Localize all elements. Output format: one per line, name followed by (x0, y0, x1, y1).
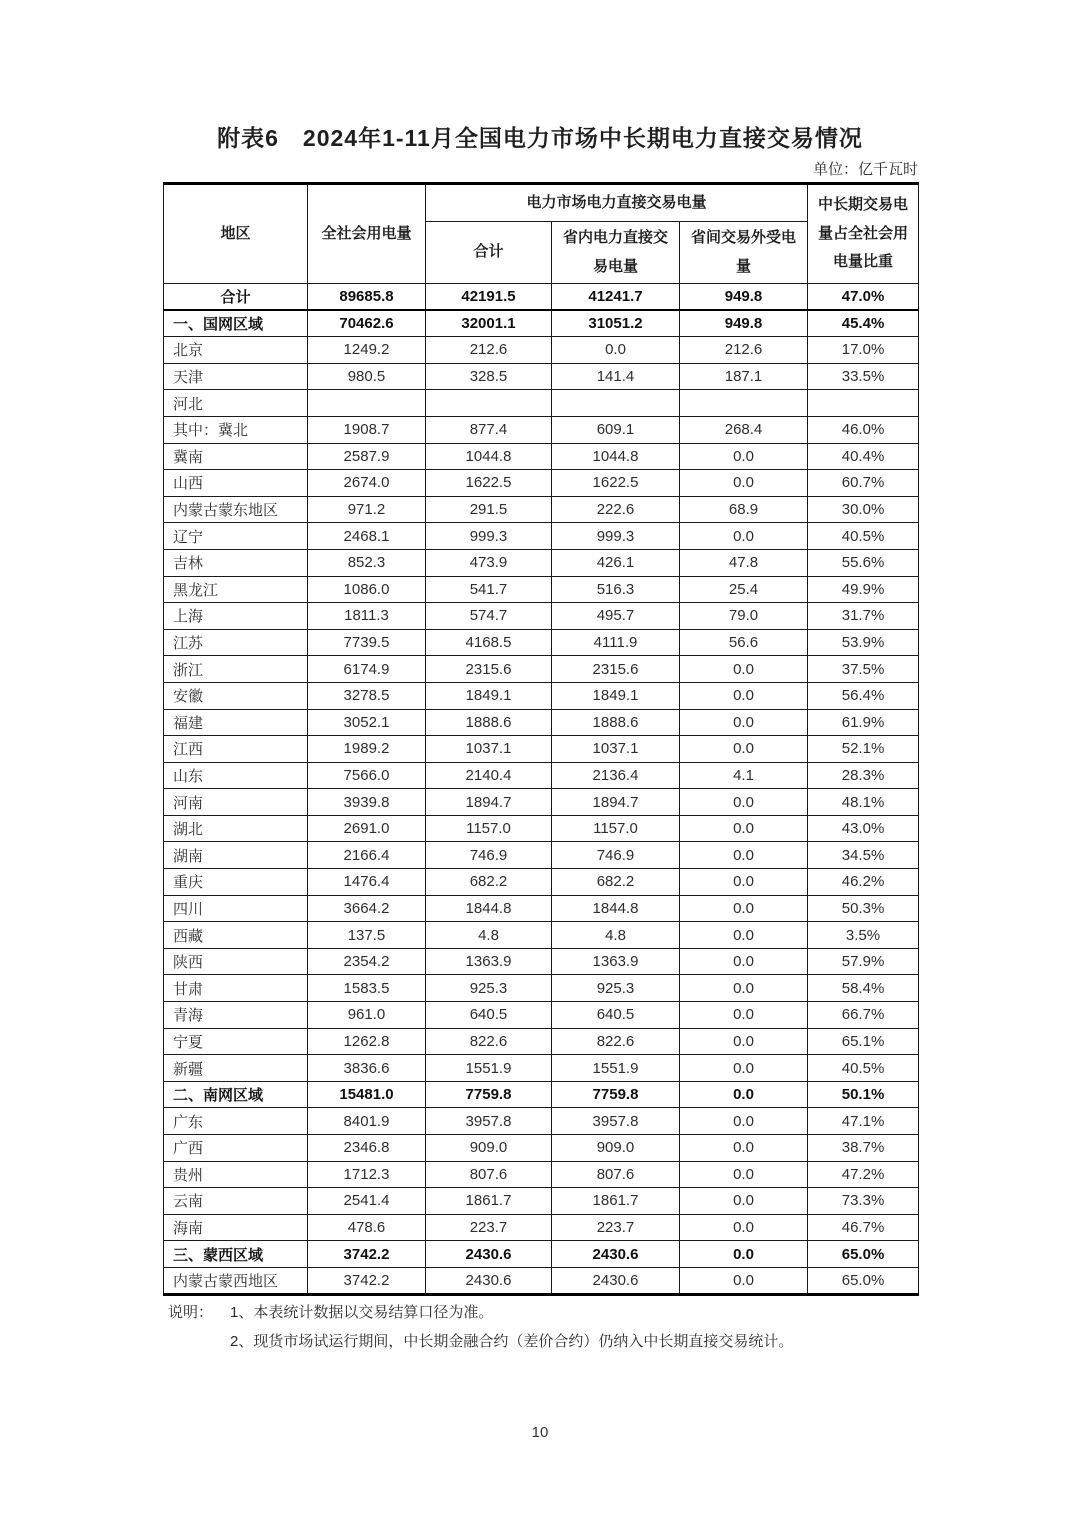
intra-province-cell: 0.0 (552, 337, 680, 364)
trade-subtotal-cell (426, 390, 552, 417)
inter-province-cell: 0.0 (680, 736, 808, 763)
intra-province-cell: 1849.1 (552, 682, 680, 709)
total-consumption-cell: 2468.1 (308, 523, 426, 550)
table-row (164, 736, 919, 763)
inter-province-cell: 68.9 (680, 496, 808, 523)
total-consumption-cell: 3742.2 (308, 1241, 426, 1268)
trade-subtotal-cell: 1849.1 (426, 682, 552, 709)
trade-subtotal-cell: 640.5 (426, 1002, 552, 1029)
inter-province-cell: 268.4 (680, 416, 808, 443)
total-consumption-cell: 8401.9 (308, 1108, 426, 1135)
table-row (164, 629, 919, 656)
header-market-group: 电力市场电力直接交易电量 (426, 184, 808, 222)
inter-province-cell: 0.0 (680, 895, 808, 922)
trade-subtotal-cell: 574.7 (426, 603, 552, 630)
table-row (164, 656, 919, 683)
total-consumption-cell: 137.5 (308, 922, 426, 949)
ratio-cell: 40.5% (808, 523, 919, 550)
region-cell: 其中：冀北 (164, 416, 308, 443)
inter-province-cell: 4.1 (680, 762, 808, 789)
intra-province-cell: 909.0 (552, 1135, 680, 1162)
region-cell: 北京 (164, 337, 308, 364)
intra-province-cell: 31051.2 (552, 310, 680, 337)
total-consumption-cell: 6174.9 (308, 656, 426, 683)
table-row (164, 1214, 919, 1241)
total-consumption-cell: 2587.9 (308, 443, 426, 470)
ratio-cell: 50.1% (808, 1081, 919, 1108)
trade-subtotal-cell: 1888.6 (426, 709, 552, 736)
total-consumption-cell: 2354.2 (308, 948, 426, 975)
ratio-cell: 45.4% (808, 310, 919, 337)
trade-subtotal-cell: 7759.8 (426, 1081, 552, 1108)
ratio-cell: 38.7% (808, 1135, 919, 1162)
inter-province-cell: 187.1 (680, 363, 808, 390)
table-row (164, 443, 919, 470)
header-row-group (164, 184, 919, 222)
trade-subtotal-cell: 746.9 (426, 842, 552, 869)
header-region: 地区 (164, 184, 308, 284)
region-cell: 黑龙江 (164, 576, 308, 603)
notes-items (230, 1298, 948, 1356)
trade-subtotal-cell: 328.5 (426, 363, 552, 390)
table-row (164, 416, 919, 443)
table-row (164, 284, 919, 311)
intra-province-cell: 2430.6 (552, 1267, 680, 1294)
ratio-cell: 28.3% (808, 762, 919, 789)
ratio-cell: 33.5% (808, 363, 919, 390)
intra-province-cell: 609.1 (552, 416, 680, 443)
intra-province-cell: 822.6 (552, 1028, 680, 1055)
ratio-cell: 65.0% (808, 1241, 919, 1268)
intra-province-cell: 495.7 (552, 603, 680, 630)
inter-province-cell: 0.0 (680, 709, 808, 736)
table-row (164, 496, 919, 523)
region-cell: 天津 (164, 363, 308, 390)
inter-province-cell: 949.8 (680, 310, 808, 337)
inter-province-cell: 0.0 (680, 1188, 808, 1215)
ratio-cell: 60.7% (808, 470, 919, 497)
total-consumption-cell: 3939.8 (308, 789, 426, 816)
inter-province-cell: 0.0 (680, 443, 808, 470)
intra-province-cell: 1044.8 (552, 443, 680, 470)
ratio-cell: 65.1% (808, 1028, 919, 1055)
header-total-consumption: 全社会用电量 (308, 184, 426, 284)
trade-subtotal-cell: 2430.6 (426, 1267, 552, 1294)
inter-province-cell: 949.8 (680, 284, 808, 311)
table-row (164, 549, 919, 576)
ratio-cell: 50.3% (808, 895, 919, 922)
intra-province-cell: 2315.6 (552, 656, 680, 683)
table-row (164, 762, 919, 789)
trade-subtotal-cell: 473.9 (426, 549, 552, 576)
table-row (164, 1002, 919, 1029)
intra-province-cell: 1363.9 (552, 948, 680, 975)
table-row (164, 895, 919, 922)
region-cell: 内蒙古蒙西地区 (164, 1267, 308, 1294)
ratio-cell (808, 390, 919, 417)
total-consumption-cell: 7566.0 (308, 762, 426, 789)
total-consumption-cell: 1908.7 (308, 416, 426, 443)
trade-subtotal-cell: 32001.1 (426, 310, 552, 337)
inter-province-cell: 47.8 (680, 549, 808, 576)
ratio-cell: 52.1% (808, 736, 919, 763)
ratio-cell: 31.7% (808, 603, 919, 630)
region-cell: 广东 (164, 1108, 308, 1135)
ratio-cell: 47.2% (808, 1161, 919, 1188)
inter-province-cell: 0.0 (680, 1135, 808, 1162)
inter-province-cell: 0.0 (680, 1161, 808, 1188)
table-row (164, 709, 919, 736)
ratio-cell: 34.5% (808, 842, 919, 869)
notes-label: 说明： (168, 1304, 214, 1321)
inter-province-cell: 0.0 (680, 1002, 808, 1029)
total-consumption-cell: 852.3 (308, 549, 426, 576)
power-trading-table (163, 182, 919, 1296)
region-cell: 云南 (164, 1188, 308, 1215)
total-consumption-cell: 89685.8 (308, 284, 426, 311)
intra-province-cell: 1551.9 (552, 1055, 680, 1082)
inter-province-cell (680, 390, 808, 417)
trade-subtotal-cell: 807.6 (426, 1161, 552, 1188)
total-consumption-cell: 1712.3 (308, 1161, 426, 1188)
total-consumption-cell: 1086.0 (308, 576, 426, 603)
ratio-cell: 56.4% (808, 682, 919, 709)
page-title: 附表6 2024年1-11月全国电力市场中长期电力直接交易情况 (217, 125, 863, 151)
ratio-cell: 49.9% (808, 576, 919, 603)
table-row (164, 789, 919, 816)
total-consumption-cell: 1249.2 (308, 337, 426, 364)
total-consumption-cell: 478.6 (308, 1214, 426, 1241)
header-subtotal: 合计 (426, 222, 552, 284)
intra-province-cell: 2136.4 (552, 762, 680, 789)
region-cell: 河北 (164, 390, 308, 417)
region-cell: 江西 (164, 736, 308, 763)
region-cell: 重庆 (164, 869, 308, 896)
table-row (164, 310, 919, 337)
ratio-cell: 61.9% (808, 709, 919, 736)
inter-province-cell: 0.0 (680, 1081, 808, 1108)
note-item-2: 2、现货市场试运行期间，中长期金融合约（差价合约）仍纳入中长期直接交易统计。 (230, 1333, 794, 1350)
total-consumption-cell: 1989.2 (308, 736, 426, 763)
notes-block (168, 1298, 948, 1356)
ratio-cell: 46.7% (808, 1214, 919, 1241)
total-consumption-cell: 15481.0 (308, 1081, 426, 1108)
inter-province-cell: 0.0 (680, 1241, 808, 1268)
intra-province-cell: 1888.6 (552, 709, 680, 736)
total-consumption-cell (308, 390, 426, 417)
inter-province-cell: 0.0 (680, 1055, 808, 1082)
inter-province-cell: 25.4 (680, 576, 808, 603)
region-cell: 安徽 (164, 682, 308, 709)
page-number: 10 (531, 1424, 549, 1441)
table-row (164, 869, 919, 896)
trade-subtotal-cell: 682.2 (426, 869, 552, 896)
ratio-cell: 55.6% (808, 549, 919, 576)
intra-province-cell: 4.8 (552, 922, 680, 949)
region-cell: 青海 (164, 1002, 308, 1029)
trade-subtotal-cell: 877.4 (426, 416, 552, 443)
trade-subtotal-cell: 223.7 (426, 1214, 552, 1241)
ratio-cell: 43.0% (808, 815, 919, 842)
total-consumption-cell: 3836.6 (308, 1055, 426, 1082)
ratio-cell: 57.9% (808, 948, 919, 975)
inter-province-cell: 0.0 (680, 842, 808, 869)
intra-province-cell: 7759.8 (552, 1081, 680, 1108)
intra-province-cell: 682.2 (552, 869, 680, 896)
ratio-cell: 53.9% (808, 629, 919, 656)
region-cell: 宁夏 (164, 1028, 308, 1055)
trade-subtotal-cell: 909.0 (426, 1135, 552, 1162)
intra-province-cell: 2430.6 (552, 1241, 680, 1268)
trade-subtotal-cell: 1044.8 (426, 443, 552, 470)
table-row (164, 337, 919, 364)
total-consumption-cell: 961.0 (308, 1002, 426, 1029)
trade-subtotal-cell: 1622.5 (426, 470, 552, 497)
region-cell: 江苏 (164, 629, 308, 656)
trade-subtotal-cell: 4.8 (426, 922, 552, 949)
region-cell: 贵州 (164, 1161, 308, 1188)
trade-subtotal-cell: 1861.7 (426, 1188, 552, 1215)
region-cell: 湖北 (164, 815, 308, 842)
ratio-cell: 48.1% (808, 789, 919, 816)
trade-subtotal-cell: 1037.1 (426, 736, 552, 763)
intra-province-cell: 3957.8 (552, 1108, 680, 1135)
trade-subtotal-cell: 925.3 (426, 975, 552, 1002)
region-cell: 上海 (164, 603, 308, 630)
region-cell: 陕西 (164, 948, 308, 975)
total-consumption-cell: 1583.5 (308, 975, 426, 1002)
unit-label: 单位：亿千瓦时 (812, 161, 918, 178)
intra-province-cell: 807.6 (552, 1161, 680, 1188)
inter-province-cell: 0.0 (680, 948, 808, 975)
region-cell: 合计 (164, 284, 308, 311)
table-row (164, 1028, 919, 1055)
table-row (164, 603, 919, 630)
table-row (164, 975, 919, 1002)
ratio-cell: 40.5% (808, 1055, 919, 1082)
ratio-cell: 30.0% (808, 496, 919, 523)
total-consumption-cell: 3052.1 (308, 709, 426, 736)
ratio-cell: 46.2% (808, 869, 919, 896)
inter-province-cell: 0.0 (680, 1267, 808, 1294)
table-row (164, 842, 919, 869)
note-item-1: 1、本表统计数据以交易结算口径为准。 (230, 1304, 494, 1321)
inter-province-cell: 0.0 (680, 789, 808, 816)
ratio-cell: 46.0% (808, 416, 919, 443)
region-cell: 湖南 (164, 842, 308, 869)
intra-province-cell: 640.5 (552, 1002, 680, 1029)
header-intra-province: 省内电力直接交易电量 (552, 222, 680, 284)
trade-subtotal-cell: 1551.9 (426, 1055, 552, 1082)
intra-province-cell: 746.9 (552, 842, 680, 869)
table-row (164, 1188, 919, 1215)
ratio-cell: 47.1% (808, 1108, 919, 1135)
region-cell: 西藏 (164, 922, 308, 949)
intra-province-cell: 999.3 (552, 523, 680, 550)
ratio-cell: 3.5% (808, 922, 919, 949)
region-cell: 内蒙古蒙东地区 (164, 496, 308, 523)
intra-province-cell: 1157.0 (552, 815, 680, 842)
region-cell: 福建 (164, 709, 308, 736)
total-consumption-cell: 70462.6 (308, 310, 426, 337)
intra-province-cell: 1622.5 (552, 470, 680, 497)
intra-province-cell: 426.1 (552, 549, 680, 576)
region-cell: 四川 (164, 895, 308, 922)
total-consumption-cell: 2166.4 (308, 842, 426, 869)
inter-province-cell: 212.6 (680, 337, 808, 364)
table-row (164, 576, 919, 603)
table-row (164, 470, 919, 497)
region-cell: 山东 (164, 762, 308, 789)
table-row (164, 1161, 919, 1188)
trade-subtotal-cell: 822.6 (426, 1028, 552, 1055)
header-ratio: 中长期交易电量占全社会用电量比重 (808, 184, 919, 284)
region-cell: 新疆 (164, 1055, 308, 1082)
table-row (164, 682, 919, 709)
table-row (164, 1241, 919, 1268)
table-row (164, 1108, 919, 1135)
intra-province-cell: 1894.7 (552, 789, 680, 816)
total-consumption-cell: 3664.2 (308, 895, 426, 922)
ratio-cell: 40.4% (808, 443, 919, 470)
region-cell: 广西 (164, 1135, 308, 1162)
trade-subtotal-cell: 1894.7 (426, 789, 552, 816)
inter-province-cell: 0.0 (680, 470, 808, 497)
ratio-cell: 66.7% (808, 1002, 919, 1029)
trade-subtotal-cell: 1157.0 (426, 815, 552, 842)
intra-province-cell: 1844.8 (552, 895, 680, 922)
region-cell: 吉林 (164, 549, 308, 576)
region-cell: 二、南网区域 (164, 1081, 308, 1108)
intra-province-cell: 222.6 (552, 496, 680, 523)
trade-subtotal-cell: 4168.5 (426, 629, 552, 656)
total-consumption-cell: 1476.4 (308, 869, 426, 896)
inter-province-cell: 0.0 (680, 523, 808, 550)
total-consumption-cell: 1811.3 (308, 603, 426, 630)
inter-province-cell: 0.0 (680, 682, 808, 709)
inter-province-cell: 79.0 (680, 603, 808, 630)
region-cell: 山西 (164, 470, 308, 497)
table-row (164, 1135, 919, 1162)
trade-subtotal-cell: 291.5 (426, 496, 552, 523)
table-row (164, 523, 919, 550)
trade-subtotal-cell: 1363.9 (426, 948, 552, 975)
intra-province-cell: 516.3 (552, 576, 680, 603)
total-consumption-cell: 3742.2 (308, 1267, 426, 1294)
trade-subtotal-cell: 42191.5 (426, 284, 552, 311)
trade-subtotal-cell: 1844.8 (426, 895, 552, 922)
total-consumption-cell: 2346.8 (308, 1135, 426, 1162)
region-cell: 冀南 (164, 443, 308, 470)
inter-province-cell: 0.0 (680, 815, 808, 842)
intra-province-cell: 925.3 (552, 975, 680, 1002)
region-cell: 海南 (164, 1214, 308, 1241)
trade-subtotal-cell: 2140.4 (426, 762, 552, 789)
intra-province-cell: 41241.7 (552, 284, 680, 311)
intra-province-cell: 4111.9 (552, 629, 680, 656)
table-row (164, 1267, 919, 1294)
total-consumption-cell: 2541.4 (308, 1188, 426, 1215)
total-consumption-cell: 2674.0 (308, 470, 426, 497)
ratio-cell: 17.0% (808, 337, 919, 364)
table-body (164, 284, 919, 1295)
intra-province-cell: 1861.7 (552, 1188, 680, 1215)
inter-province-cell: 0.0 (680, 1108, 808, 1135)
inter-province-cell: 0.0 (680, 975, 808, 1002)
intra-province-cell: 141.4 (552, 363, 680, 390)
trade-subtotal-cell: 3957.8 (426, 1108, 552, 1135)
table-row (164, 948, 919, 975)
ratio-cell: 73.3% (808, 1188, 919, 1215)
total-consumption-cell: 3278.5 (308, 682, 426, 709)
inter-province-cell: 0.0 (680, 922, 808, 949)
ratio-cell: 37.5% (808, 656, 919, 683)
total-consumption-cell: 980.5 (308, 363, 426, 390)
table-header (164, 184, 919, 284)
intra-province-cell (552, 390, 680, 417)
inter-province-cell: 0.0 (680, 869, 808, 896)
header-inter-province: 省间交易外受电量 (680, 222, 808, 284)
table-row (164, 815, 919, 842)
inter-province-cell: 0.0 (680, 1214, 808, 1241)
ratio-cell: 58.4% (808, 975, 919, 1002)
total-consumption-cell: 971.2 (308, 496, 426, 523)
table-row (164, 390, 919, 417)
total-consumption-cell: 1262.8 (308, 1028, 426, 1055)
region-cell: 浙江 (164, 656, 308, 683)
inter-province-cell: 56.6 (680, 629, 808, 656)
trade-subtotal-cell: 2430.6 (426, 1241, 552, 1268)
table-row (164, 1081, 919, 1108)
region-cell: 甘肃 (164, 975, 308, 1002)
region-cell: 河南 (164, 789, 308, 816)
region-cell: 一、国网区域 (164, 310, 308, 337)
trade-subtotal-cell: 2315.6 (426, 656, 552, 683)
region-cell: 辽宁 (164, 523, 308, 550)
total-consumption-cell: 2691.0 (308, 815, 426, 842)
inter-province-cell: 0.0 (680, 656, 808, 683)
intra-province-cell: 223.7 (552, 1214, 680, 1241)
table-row (164, 922, 919, 949)
ratio-cell: 47.0% (808, 284, 919, 311)
trade-subtotal-cell: 212.6 (426, 337, 552, 364)
inter-province-cell: 0.0 (680, 1028, 808, 1055)
trade-subtotal-cell: 999.3 (426, 523, 552, 550)
table-row (164, 363, 919, 390)
trade-subtotal-cell: 541.7 (426, 576, 552, 603)
table-row (164, 1055, 919, 1082)
intra-province-cell: 1037.1 (552, 736, 680, 763)
region-cell: 三、蒙西区域 (164, 1241, 308, 1268)
total-consumption-cell: 7739.5 (308, 629, 426, 656)
ratio-cell: 65.0% (808, 1267, 919, 1294)
